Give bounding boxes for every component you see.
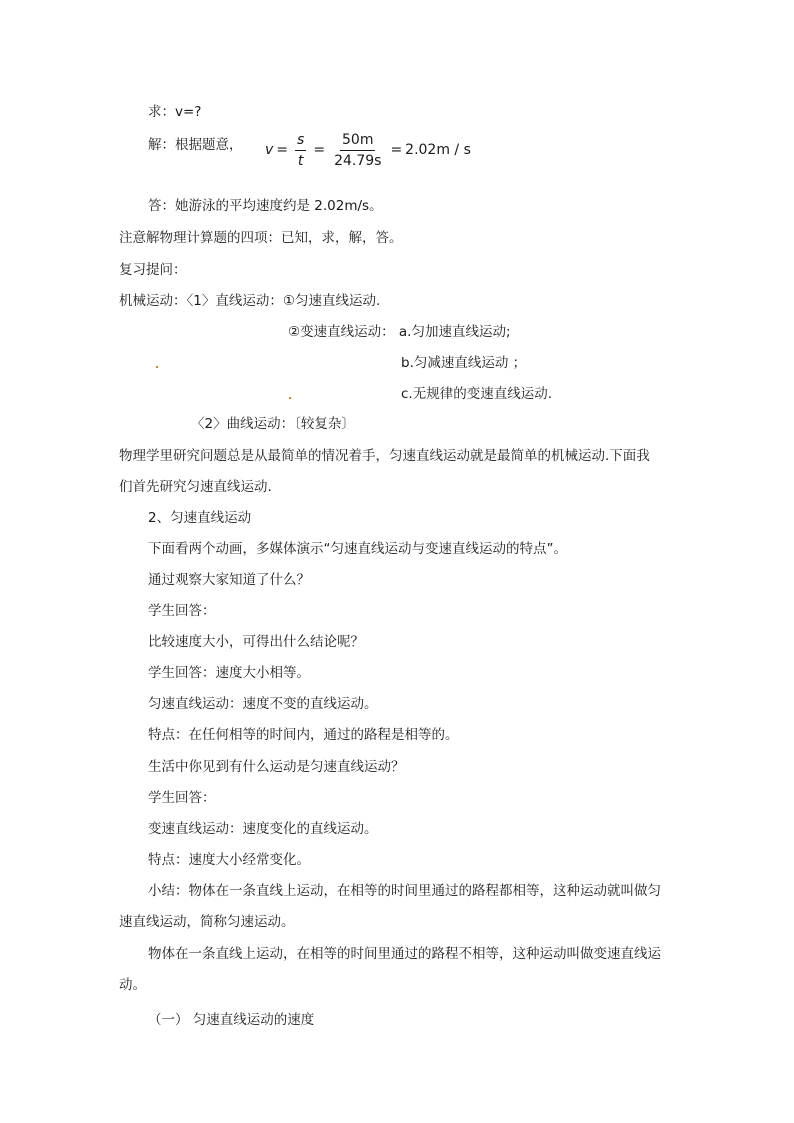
definition-line: 变速直线运动：速度变化的直线运动。 [148, 821, 378, 837]
irregular-motion-line: c.无规律的变速直线运动. [401, 386, 553, 402]
fraction-s-over-t [295, 132, 306, 169]
variable-motion-line: ②变速直线运动： a.匀加速直线运动; [288, 324, 511, 340]
decelerated-motion-line: b.匀减速直线运动 ； [401, 355, 527, 371]
summary-line: 动。 [119, 977, 146, 993]
paragraph-line: 物理学里研究问题总是从最简单的情况着手，匀速直线运动就是最简单的机械运动.下面我 [119, 448, 650, 464]
solution-label: 解：根据题意， [148, 137, 243, 153]
formula-equals-1: = [276, 142, 289, 158]
student-answer-line: 学生回答：速度大小相等。 [148, 665, 310, 681]
decorative-dot [156, 366, 158, 368]
subsection-heading: （一） 匀速直线运动的速度 [148, 1012, 315, 1028]
summary-line: 小结：物体在一条直线上运动，在相等的时间里通过的路程都相等，这种运动就叫做匀 [148, 883, 661, 899]
formula-equals-3: = [390, 142, 403, 158]
fraction-time: 24.79s [334, 152, 382, 169]
feature-line: 特点：速度大小经常变化。 [148, 852, 310, 868]
fraction-s: s [295, 132, 306, 151]
question-line: 比较速度大小，可得出什么结论呢？ [148, 634, 364, 650]
question-line: 生活中你见到有什么运动是匀速直线运动？ [148, 759, 405, 775]
fraction-distance: 50m [340, 132, 375, 151]
formula-v: v [265, 142, 274, 158]
question-line: 求：v=? [148, 104, 202, 120]
definition-line: 匀速直线运动：速度不变的直线运动。 [148, 696, 378, 712]
question-line: 通过观察大家知道了什么？ [148, 572, 310, 588]
formula-result: 2.02m / s [405, 142, 471, 158]
curved-motion-line: 〈2〉曲线运动：〔较复杂〕 [191, 416, 355, 432]
speed-formula [265, 130, 471, 170]
note-line: 注意解物理计算题的四项：已知，求，解，答。 [119, 230, 403, 246]
formula-equals-2: = [313, 142, 326, 158]
student-answer-label: 学生回答： [148, 603, 216, 619]
feature-line: 特点：在任何相等的时间内，通过的路程是相等的。 [148, 727, 459, 743]
fraction-t: t [297, 152, 304, 169]
summary-line: 速直线运动，简称匀速运动。 [119, 914, 295, 930]
mechanical-motion-line: 机械运动：〈1〉直线运动：①匀速直线运动. [119, 293, 381, 309]
student-answer-label: 学生回答： [148, 790, 216, 806]
section-heading: 2、匀速直线运动 [148, 510, 252, 526]
fraction-values [332, 132, 383, 169]
decorative-dot [289, 397, 291, 399]
answer-line: 答：她游泳的平均速度约是 2.02m/s。 [148, 198, 383, 214]
paragraph-line: 们首先研究匀速直线运动. [119, 479, 272, 495]
paragraph-line: 下面看两个动画，多媒体演示“匀速直线运动与变速直线运动的特点”。 [148, 541, 567, 557]
summary-line: 物体在一条直线上运动，在相等的时间里通过的路程不相等，这种运动叫做变速直线运 [148, 946, 661, 962]
review-heading: 复习提问： [119, 262, 187, 278]
